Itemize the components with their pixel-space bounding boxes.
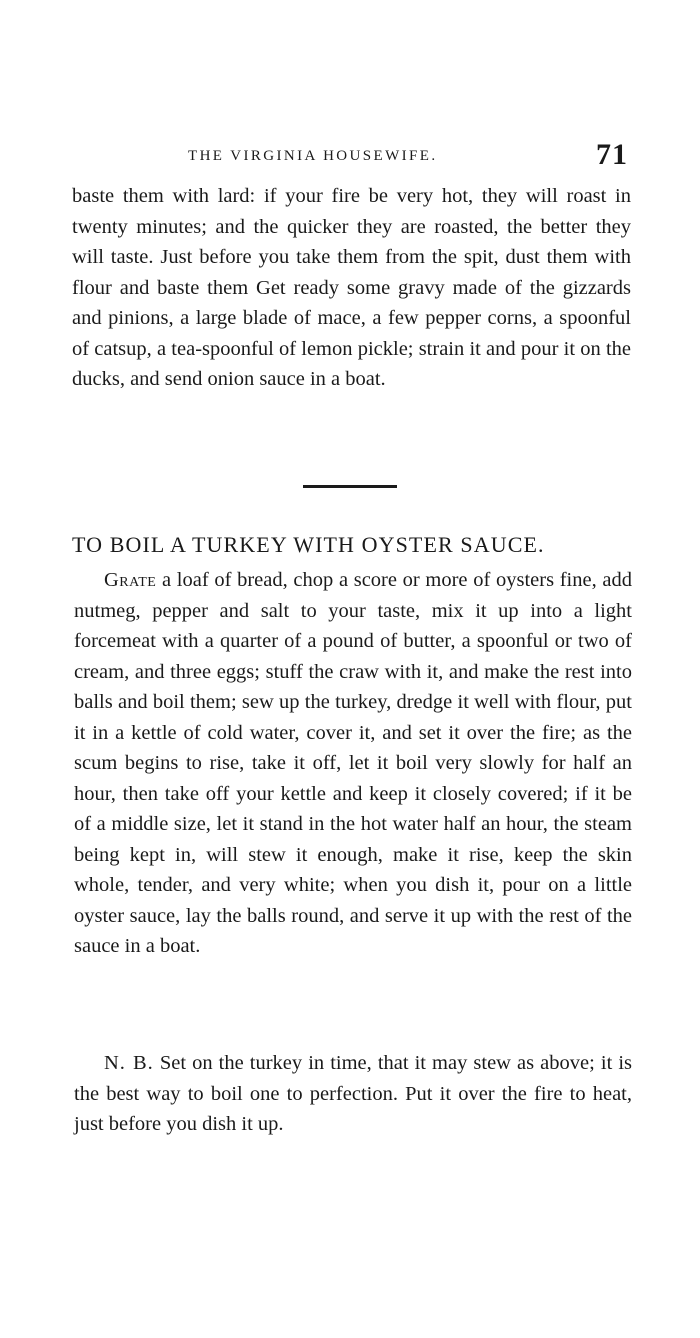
note-text: Set on the turkey in time, that it may stew as above; it is the best way to boil one to perfection. Put it over the fire to heat, just before you dish it up. [74,1052,633,1135]
continuation-paragraph: baste them with lard: if your fire be very hot, they will roast in twenty minutes; and the quicker they are roasted, the better they will taste. Just before you take them from the spit, dust them with flour and baste them Get ready some gravy made of the gizzards and pinions, a large blade of mace, a few pepper corns, a spoonful of catsup, a tea-spoonful of lemon pickle; strain it and pour it on the ducks, and send onion sauce in a boat. [72,185,631,390]
running-title: THE VIRGINIA HOUSEWIFE. [188,148,438,164]
running-header [150,138,640,182]
page-number: 71 [596,138,628,171]
note-paragraph [74,1048,632,1140]
section-divider [303,485,397,488]
recipe-paragraph [74,565,632,962]
recipe-title: TO BOIL A TURKEY WITH OYSTER SAUCE. [72,532,545,557]
recipe-lead-word: Grate [104,569,157,591]
recipe-body: a loaf of bread, chop a score or more of oysters fine, add nutmeg, pepper and salt to your taste, mix it up into a light forcemeat with a quarter of a pound of butter, a spoonful or two of cream, and three eggs; stuff the craw with it, and make the rest into balls and boil them; sew up the turkey, dredge it well with flour, put it in a kettle of cold water, cover it, and set it over the fire; as the scum begins to rise, take it off, let it boil very slowly for half an hour, then take off your kettle and keep it closely covered; if it be of a middle size, let it stand in the hot water half an hour, the steam being kept in, will stew it enough, make it rise, keep the skin whole, tender, and very white; when you dish it, pour on a little oyster sauce, lay the balls round, and serve it up with the rest of the sauce in a boat. [74,569,632,957]
note-label: N. B. [104,1052,154,1074]
